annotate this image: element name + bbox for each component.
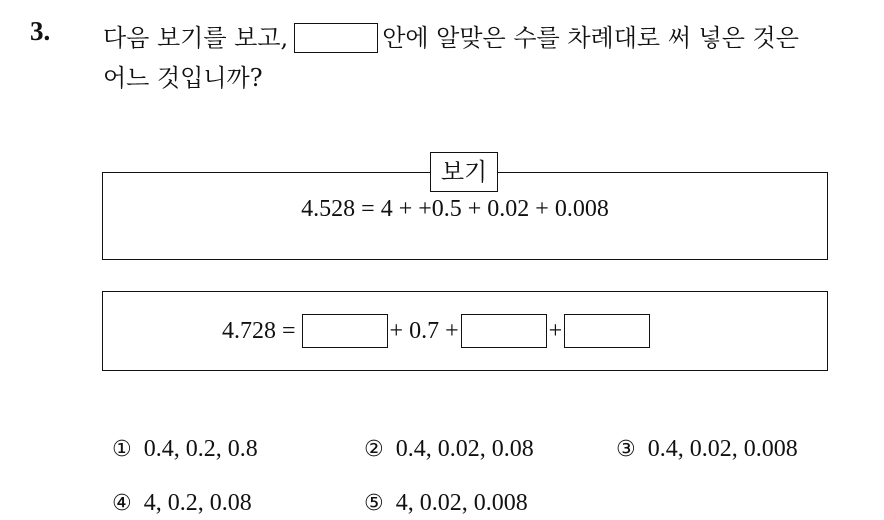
inline-blank-box bbox=[294, 23, 378, 53]
question-number: 3. bbox=[30, 16, 51, 46]
question-text-before-blank: 다음 보기를 보고, bbox=[103, 24, 289, 52]
choice-5-text: 4, 0.02, 0.008 bbox=[395, 490, 528, 516]
question-line-1 bbox=[103, 18, 799, 53]
answer-blank-1 bbox=[302, 314, 388, 348]
choice-3[interactable] bbox=[616, 436, 798, 463]
choice-4-mark: ④ bbox=[112, 491, 132, 516]
choice-1-text: 0.4, 0.2, 0.8 bbox=[143, 436, 258, 462]
problem-operator-2: + bbox=[548, 317, 563, 344]
question-line-2: 어느 것입니까? bbox=[103, 64, 263, 92]
answer-blank-2 bbox=[461, 314, 547, 348]
example-equation: 4.528 = 4 + +0.5 + 0.02 + 0.008 bbox=[301, 196, 609, 222]
problem-operator-1: + 0.7 + bbox=[389, 317, 459, 344]
answer-blank-3 bbox=[564, 314, 650, 348]
choice-1-mark: ① bbox=[112, 437, 132, 462]
choice-3-mark: ③ bbox=[616, 437, 636, 462]
choice-1[interactable] bbox=[112, 436, 258, 463]
choice-3-text: 0.4, 0.02, 0.008 bbox=[647, 436, 798, 462]
problem-equation bbox=[222, 314, 652, 348]
choice-2-mark: ② bbox=[364, 437, 384, 462]
choice-2-text: 0.4, 0.02, 0.08 bbox=[395, 436, 534, 462]
choice-2[interactable] bbox=[364, 436, 534, 463]
problem-lhs: 4.728 = bbox=[222, 317, 296, 344]
choice-5-mark: ⑤ bbox=[364, 491, 384, 516]
choice-4[interactable] bbox=[112, 490, 252, 517]
example-title: 보기 bbox=[430, 152, 498, 192]
choice-4-text: 4, 0.2, 0.08 bbox=[143, 490, 252, 516]
question-text-after-blank: 안에 알맞은 수를 차례대로 써 넣은 것은 bbox=[382, 24, 799, 52]
choice-5[interactable] bbox=[364, 490, 528, 517]
